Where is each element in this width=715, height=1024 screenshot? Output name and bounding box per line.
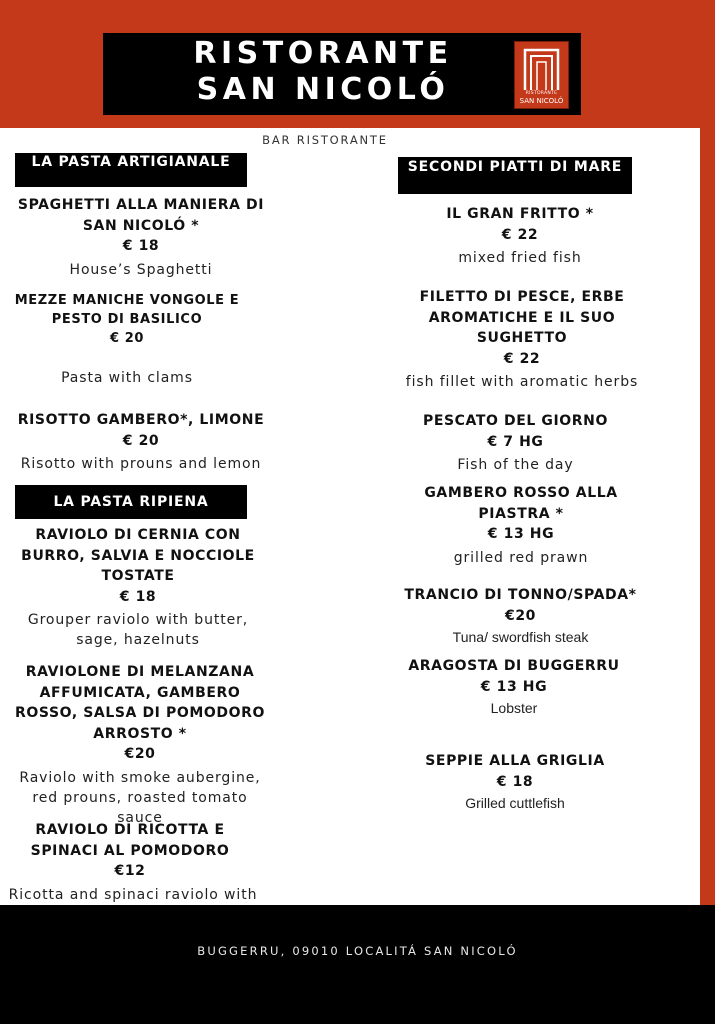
logo-name-text: SAN NICOLÓ xyxy=(519,97,564,105)
footer-band xyxy=(0,905,715,1024)
dish-description: grilled red prawn xyxy=(453,549,589,566)
dish-description: Lobster xyxy=(490,700,538,716)
dish-price: € 18 xyxy=(122,238,160,254)
dish-price: € 20 xyxy=(122,432,160,449)
dish-name: PESCATO DEL GIORNO xyxy=(422,413,609,429)
menu-item xyxy=(398,585,643,647)
dish-price: €12 xyxy=(114,863,146,879)
menu-item xyxy=(10,410,272,474)
dish-description: fish fillet with aromatic herbs xyxy=(405,374,639,390)
subtitle: BAR RISTORANTE xyxy=(262,133,388,147)
menu-item xyxy=(398,411,633,475)
dish-description: House’s Spaghetti xyxy=(69,261,213,278)
dish-description: mixed fried fish xyxy=(458,250,582,266)
dish-name: SEPPIE ALLA GRIGLIA xyxy=(425,753,605,769)
dish-price: € 18 xyxy=(496,773,534,790)
dish-description: Ricotta and spinaci raviolo with xyxy=(8,886,258,903)
dish-name: GAMBERO ROSSO ALLA PIASTRA * xyxy=(424,485,618,522)
menu-item xyxy=(398,751,632,813)
dish-price: € 20 xyxy=(109,331,145,346)
dish-name: RAVIOLO DI CERNIA CON BURRO, SALVIA E NOCCIOLE TOSTATE xyxy=(21,527,255,584)
dish-name: MEZZE MANICHE VONGOLE E PESTO DI BASILICO xyxy=(14,293,240,327)
dish-name: IL GRAN FRITTO * xyxy=(446,206,594,222)
dish-description: Grouper raviolo with butter, sage, hazelnuts xyxy=(27,612,249,648)
menu-item xyxy=(398,287,646,392)
menu-item xyxy=(410,483,632,568)
footer-address: BUGGERRU, 09010 LOCALITÁ SAN NICOLÓ xyxy=(197,944,518,958)
dish-price: € 18 xyxy=(119,588,157,605)
dish-price: € 13 HG xyxy=(487,526,555,542)
dish-name: RAVIOLONE DI MELANZANA AFFUMICATA, GAMBERO ROSSO, SALSA DI POMODORO ARROSTO * xyxy=(15,664,265,742)
logo-small-text: RISTORANTE xyxy=(525,91,558,96)
section-label-pasta-ripiena: LA PASTA RIPIENA xyxy=(15,485,247,519)
dish-name: ARAGOSTA DI BUGGERRU xyxy=(408,658,620,674)
menu-item xyxy=(12,195,270,280)
dish-description: Raviolo with smoke aubergine, red prouns, roasted tomato sauce xyxy=(19,769,261,826)
dish-name: RAVIOLO DI RICOTTA E SPINACI AL POMODORO xyxy=(30,822,230,859)
dish-price: €20 xyxy=(504,607,537,624)
restaurant-title-line-2: SAN NICOLÓ xyxy=(196,72,450,107)
dish-description: Tuna/ swordfish steak xyxy=(452,629,589,645)
dish-description: Pasta with clams xyxy=(61,370,193,386)
dish-price: € 7 HG xyxy=(487,433,544,450)
right-red-border xyxy=(700,0,715,910)
dish-name: RISOTTO GAMBERO*, LIMONE xyxy=(17,412,265,428)
dish-name: TRANCIO DI TONNO/SPADA* xyxy=(404,587,637,603)
dish-price: €20 xyxy=(124,746,156,762)
menu-item xyxy=(410,204,630,268)
section-label-pasta-artigianale: LA PASTA ARTIGIANALE xyxy=(15,153,247,187)
dish-price: € 22 xyxy=(503,350,541,367)
dish-name: SPAGHETTI ALLA MANIERA DI SAN NICOLÓ * xyxy=(17,197,265,234)
section-label-secondi-piatti: SECONDI PIATTI DI MARE xyxy=(398,157,632,194)
dish-description: Fish of the day xyxy=(457,457,574,473)
menu-item xyxy=(18,525,258,650)
restaurant-logo xyxy=(514,41,569,109)
arch-logo-icon xyxy=(523,46,560,90)
dish-price: € 13 HG xyxy=(480,678,548,695)
dish-price: € 22 xyxy=(501,226,539,243)
dish-description: Grilled cuttlefish xyxy=(465,795,565,811)
dish-name: FILETTO DI PESCE, ERBE AROMATICHE E IL SUO SUGHETTO xyxy=(419,289,625,346)
restaurant-title-line-1: RISTORANTE xyxy=(193,36,453,71)
menu-item xyxy=(398,656,630,718)
menu-item xyxy=(12,662,268,828)
menu-item xyxy=(12,291,242,388)
dish-description: Risotto with prouns and lemon xyxy=(20,456,262,472)
